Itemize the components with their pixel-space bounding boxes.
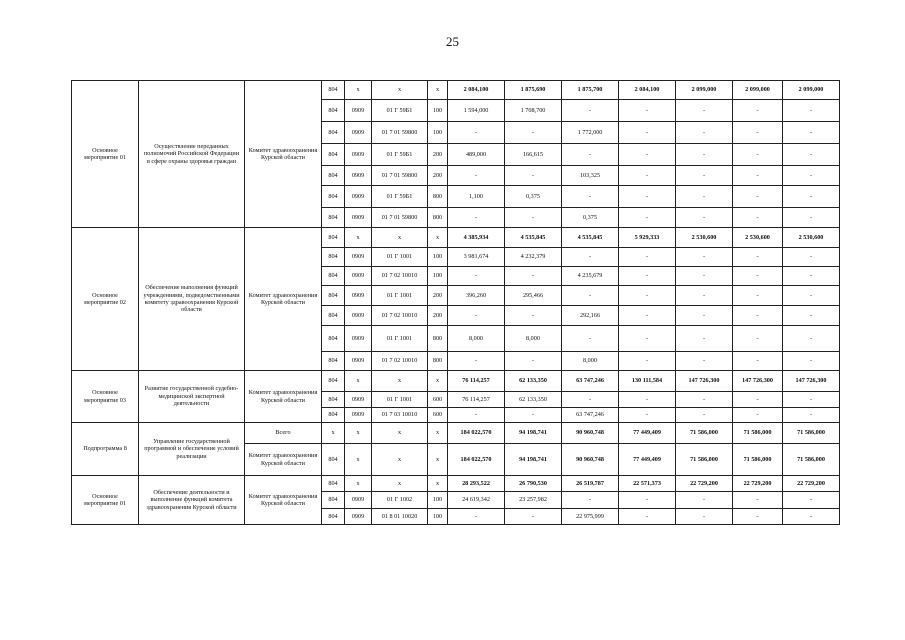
section-code-cell: 0909 bbox=[345, 122, 372, 144]
amount-cell-2: 62 133,350 bbox=[505, 371, 562, 392]
amount-cell-3: 22 975,999 bbox=[562, 509, 619, 525]
target-article-cell: 01 7 03 10010 bbox=[372, 408, 428, 423]
expense-type-cell: 200 bbox=[428, 166, 448, 186]
expense-type-cell: 800 bbox=[428, 208, 448, 228]
amount-cell-4: - bbox=[619, 326, 676, 352]
executor-cell: Комитет здравоохранения Курской области bbox=[245, 371, 322, 423]
section-code-cell: x bbox=[345, 81, 372, 100]
amount-cell-2: 62 133,350 bbox=[505, 392, 562, 408]
target-article-cell: x bbox=[372, 81, 428, 100]
amount-cell-1: 4 385,934 bbox=[448, 228, 505, 248]
amount-cell-1: - bbox=[448, 306, 505, 326]
amount-cell-5: - bbox=[676, 248, 733, 267]
section-code-cell: 0909 bbox=[345, 492, 372, 509]
target-article-cell: x bbox=[372, 371, 428, 392]
amount-cell-5: - bbox=[676, 492, 733, 509]
amount-cell-2: 94 198,741 bbox=[505, 423, 562, 444]
section-description-cell: Развитие государственной судебно-медицинской экспертной деятельности bbox=[139, 371, 245, 423]
amount-cell-7: - bbox=[783, 492, 840, 509]
executor-cell: Комитет здравоохранения Курской области bbox=[245, 81, 322, 228]
section-description-cell: Осуществление переданных полномочий Российской Федерации в сфере охраны здоровья граждан bbox=[139, 81, 245, 228]
amount-cell-6: - bbox=[733, 286, 783, 306]
amount-cell-2: 26 790,530 bbox=[505, 476, 562, 492]
amount-cell-6: 22 729,200 bbox=[733, 476, 783, 492]
target-article-cell: 01 7 02 10010 bbox=[372, 352, 428, 371]
section-code-cell: x bbox=[345, 476, 372, 492]
amount-cell-6: - bbox=[733, 166, 783, 186]
amount-cell-2: - bbox=[505, 408, 562, 423]
target-article-cell: x bbox=[372, 423, 428, 444]
amount-cell-5: 22 729,200 bbox=[676, 476, 733, 492]
amount-cell-7: 71 586,000 bbox=[783, 444, 840, 476]
target-article-cell: x bbox=[372, 228, 428, 248]
amount-cell-2: 295,466 bbox=[505, 286, 562, 306]
table-row bbox=[72, 228, 840, 248]
amount-cell-6: - bbox=[733, 509, 783, 525]
amount-cell-5: - bbox=[676, 144, 733, 166]
target-article-cell: 01 7 01 59800 bbox=[372, 166, 428, 186]
amount-cell-6: - bbox=[733, 100, 783, 122]
grbs-code-cell: 804 bbox=[322, 444, 345, 476]
grbs-code-cell: 804 bbox=[322, 371, 345, 392]
expense-type-cell: 100 bbox=[428, 122, 448, 144]
amount-cell-4: - bbox=[619, 100, 676, 122]
section-code-cell: 0909 bbox=[345, 352, 372, 371]
amount-cell-3: - bbox=[562, 392, 619, 408]
section-code-cell: 0909 bbox=[345, 186, 372, 208]
expense-type-cell: x bbox=[428, 228, 448, 248]
amount-cell-4: 5 929,333 bbox=[619, 228, 676, 248]
amount-cell-4: - bbox=[619, 286, 676, 306]
section-name-cell: Основное мероприятие 01 bbox=[72, 476, 139, 525]
grbs-code-cell: 804 bbox=[322, 306, 345, 326]
section-code-cell: x bbox=[345, 423, 372, 444]
amount-cell-4: - bbox=[619, 186, 676, 208]
amount-cell-7: 2 530,600 bbox=[783, 228, 840, 248]
section-code-cell: 0909 bbox=[345, 509, 372, 525]
amount-cell-4: - bbox=[619, 248, 676, 267]
section-code-cell: 0909 bbox=[345, 408, 372, 423]
section-code-cell: 0909 bbox=[345, 144, 372, 166]
amount-cell-7: - bbox=[783, 392, 840, 408]
section-code-cell: 0909 bbox=[345, 100, 372, 122]
grbs-code-cell: 804 bbox=[322, 392, 345, 408]
amount-cell-3: 4 535,845 bbox=[562, 228, 619, 248]
amount-cell-7: - bbox=[783, 100, 840, 122]
amount-cell-2: - bbox=[505, 122, 562, 144]
amount-cell-7: - bbox=[783, 248, 840, 267]
amount-cell-4: - bbox=[619, 208, 676, 228]
expense-type-cell: 200 bbox=[428, 144, 448, 166]
amount-cell-5: - bbox=[676, 122, 733, 144]
amount-cell-5: - bbox=[676, 100, 733, 122]
amount-cell-5: - bbox=[676, 286, 733, 306]
amount-cell-6: - bbox=[733, 144, 783, 166]
amount-cell-2: - bbox=[505, 352, 562, 371]
target-article-cell: 01 7 02 10010 bbox=[372, 306, 428, 326]
table-body bbox=[72, 81, 840, 525]
amount-cell-5: - bbox=[676, 352, 733, 371]
amount-cell-1: 184 022,570 bbox=[448, 423, 505, 444]
amount-cell-1: - bbox=[448, 352, 505, 371]
amount-cell-3: - bbox=[562, 100, 619, 122]
amount-cell-3: - bbox=[562, 144, 619, 166]
amount-cell-5: - bbox=[676, 392, 733, 408]
grbs-code-cell: 804 bbox=[322, 228, 345, 248]
amount-cell-6: - bbox=[733, 492, 783, 509]
amount-cell-3: 63 747,246 bbox=[562, 408, 619, 423]
amount-cell-3: 292,166 bbox=[562, 306, 619, 326]
amount-cell-7: - bbox=[783, 352, 840, 371]
section-description-cell: Управление государственной программой и обеспечение условий реализации bbox=[139, 423, 245, 476]
amount-cell-1: - bbox=[448, 267, 505, 286]
amount-cell-1: 76 114,257 bbox=[448, 371, 505, 392]
amount-cell-5: - bbox=[676, 166, 733, 186]
amount-cell-4: - bbox=[619, 352, 676, 371]
section-description-cell: Обеспечение выполнения функций учреждениями, подведомственными комитету здравоохранения Курской области bbox=[139, 228, 245, 371]
grbs-code-cell: 804 bbox=[322, 144, 345, 166]
amount-cell-2: 166,615 bbox=[505, 144, 562, 166]
amount-cell-2: 4 535,845 bbox=[505, 228, 562, 248]
page-number: 25 bbox=[446, 34, 459, 49]
amount-cell-6: - bbox=[733, 267, 783, 286]
amount-cell-1: 3 981,674 bbox=[448, 248, 505, 267]
grbs-code-cell: 804 bbox=[322, 408, 345, 423]
section-name-cell: Основное мероприятие 03 bbox=[72, 371, 139, 423]
amount-cell-6: - bbox=[733, 392, 783, 408]
amount-cell-4: - bbox=[619, 306, 676, 326]
amount-cell-5: 71 586,000 bbox=[676, 423, 733, 444]
amount-cell-1: 2 084,100 bbox=[448, 81, 505, 100]
amount-cell-6: 147 726,300 bbox=[733, 371, 783, 392]
amount-cell-5: 2 530,600 bbox=[676, 228, 733, 248]
amount-cell-4: - bbox=[619, 144, 676, 166]
section-name-cell: Подпрограмма 8 bbox=[72, 423, 139, 476]
target-article-cell: 01 Г 1002 bbox=[372, 492, 428, 509]
section-code-cell: 0909 bbox=[345, 248, 372, 267]
amount-cell-1: 489,000 bbox=[448, 144, 505, 166]
grbs-code-cell: 804 bbox=[322, 81, 345, 100]
grbs-code-cell: 804 bbox=[322, 352, 345, 371]
amount-cell-3: - bbox=[562, 326, 619, 352]
amount-cell-7: - bbox=[783, 306, 840, 326]
amount-cell-6: - bbox=[733, 208, 783, 228]
expense-type-cell: x bbox=[428, 81, 448, 100]
amount-cell-4: - bbox=[619, 267, 676, 286]
amount-cell-3: 26 519,787 bbox=[562, 476, 619, 492]
amount-cell-1: - bbox=[448, 166, 505, 186]
amount-cell-6: - bbox=[733, 352, 783, 371]
section-code-cell: 0909 bbox=[345, 306, 372, 326]
grbs-code-cell: 804 bbox=[322, 100, 345, 122]
amount-cell-1: 28 293,522 bbox=[448, 476, 505, 492]
amount-cell-4: - bbox=[619, 166, 676, 186]
amount-cell-6: 71 586,000 bbox=[733, 444, 783, 476]
amount-cell-4: - bbox=[619, 122, 676, 144]
amount-cell-1: - bbox=[448, 122, 505, 144]
amount-cell-6: - bbox=[733, 122, 783, 144]
target-article-cell: x bbox=[372, 476, 428, 492]
amount-cell-5: - bbox=[676, 186, 733, 208]
amount-cell-2: - bbox=[505, 208, 562, 228]
target-article-cell: x bbox=[372, 444, 428, 476]
amount-cell-7: - bbox=[783, 186, 840, 208]
amount-cell-5: 71 586,000 bbox=[676, 444, 733, 476]
amount-cell-3: 1 875,700 bbox=[562, 81, 619, 100]
amount-cell-1: - bbox=[448, 408, 505, 423]
amount-cell-3: 4 235,679 bbox=[562, 267, 619, 286]
amount-cell-7: - bbox=[783, 286, 840, 306]
amount-cell-5: 147 726,300 bbox=[676, 371, 733, 392]
section-code-cell: x bbox=[345, 228, 372, 248]
table-row bbox=[72, 81, 840, 100]
section-code-cell: x bbox=[345, 371, 372, 392]
amount-cell-7: 71 586,000 bbox=[783, 423, 840, 444]
amount-cell-2: 1 875,690 bbox=[505, 81, 562, 100]
amount-cell-3: 103,325 bbox=[562, 166, 619, 186]
amount-cell-5: - bbox=[676, 267, 733, 286]
amount-cell-3: 63 747,246 bbox=[562, 371, 619, 392]
amount-cell-5: - bbox=[676, 306, 733, 326]
expense-type-cell: 800 bbox=[428, 186, 448, 208]
amount-cell-7: 22 729,200 bbox=[783, 476, 840, 492]
amount-cell-4: 22 571,373 bbox=[619, 476, 676, 492]
amount-cell-5: - bbox=[676, 326, 733, 352]
amount-cell-5: - bbox=[676, 509, 733, 525]
amount-cell-1: 8,000 bbox=[448, 326, 505, 352]
target-article-cell: 01 Г 1001 bbox=[372, 248, 428, 267]
target-article-cell: 01 Г 59Б1 bbox=[372, 100, 428, 122]
amount-cell-2: 23 257,982 bbox=[505, 492, 562, 509]
grbs-code-cell: 804 bbox=[322, 476, 345, 492]
amount-cell-4: 130 111,584 bbox=[619, 371, 676, 392]
target-article-cell: 01 Г 1001 bbox=[372, 326, 428, 352]
section-description-cell: Обеспечение деятельности и выполнение функций комитета здравоохранения Курской области bbox=[139, 476, 245, 525]
expense-type-cell: 200 bbox=[428, 286, 448, 306]
amount-cell-3: 90 960,748 bbox=[562, 423, 619, 444]
amount-cell-2: 8,000 bbox=[505, 326, 562, 352]
amount-cell-6: - bbox=[733, 326, 783, 352]
amount-cell-7: - bbox=[783, 509, 840, 525]
amount-cell-7: - bbox=[783, 166, 840, 186]
grbs-code-cell: 804 bbox=[322, 186, 345, 208]
amount-cell-4: - bbox=[619, 392, 676, 408]
grbs-code-cell: x bbox=[322, 423, 345, 444]
grbs-code-cell: 804 bbox=[322, 326, 345, 352]
amount-cell-3: 8,000 bbox=[562, 352, 619, 371]
amount-cell-3: - bbox=[562, 248, 619, 267]
amount-cell-7: - bbox=[783, 267, 840, 286]
amount-cell-7: 2 099,000 bbox=[783, 81, 840, 100]
expense-type-cell: x bbox=[428, 444, 448, 476]
grbs-code-cell: 804 bbox=[322, 122, 345, 144]
executor-cell: Комитет здравоохранения Курской области bbox=[245, 476, 322, 525]
target-article-cell: 01 7 01 59800 bbox=[372, 122, 428, 144]
grbs-code-cell: 804 bbox=[322, 286, 345, 306]
target-article-cell: 01 Г 1001 bbox=[372, 286, 428, 306]
amount-cell-4: 77 449,409 bbox=[619, 423, 676, 444]
table-row bbox=[72, 371, 840, 392]
amount-cell-4: - bbox=[619, 408, 676, 423]
amount-cell-7: - bbox=[783, 122, 840, 144]
amount-cell-6: - bbox=[733, 408, 783, 423]
expense-type-cell: 200 bbox=[428, 306, 448, 326]
section-code-cell: x bbox=[345, 444, 372, 476]
expense-type-cell: x bbox=[428, 423, 448, 444]
expense-type-cell: 600 bbox=[428, 392, 448, 408]
executor-cell: Комитет здравоохранения Курской области bbox=[245, 444, 322, 476]
amount-cell-1: 1,100 bbox=[448, 186, 505, 208]
section-code-cell: 0909 bbox=[345, 286, 372, 306]
grbs-code-cell: 804 bbox=[322, 166, 345, 186]
amount-cell-2: - bbox=[505, 166, 562, 186]
amount-cell-3: - bbox=[562, 492, 619, 509]
amount-cell-7: - bbox=[783, 208, 840, 228]
expense-type-cell: 600 bbox=[428, 408, 448, 423]
amount-cell-1: - bbox=[448, 208, 505, 228]
section-name-cell: Основное мероприятие 01 bbox=[72, 81, 139, 228]
amount-cell-5: 2 099,000 bbox=[676, 81, 733, 100]
amount-cell-6: 2 099,000 bbox=[733, 81, 783, 100]
amount-cell-7: - bbox=[783, 144, 840, 166]
amount-cell-2: 0,375 bbox=[505, 186, 562, 208]
target-article-cell: 01 Г 59Б1 bbox=[372, 144, 428, 166]
expense-type-cell: 800 bbox=[428, 352, 448, 371]
grbs-code-cell: 804 bbox=[322, 509, 345, 525]
grbs-code-cell: 804 bbox=[322, 267, 345, 286]
executor-cell: Всего bbox=[245, 423, 322, 444]
expense-type-cell: 100 bbox=[428, 100, 448, 122]
section-code-cell: 0909 bbox=[345, 267, 372, 286]
amount-cell-5: - bbox=[676, 208, 733, 228]
expense-type-cell: 100 bbox=[428, 267, 448, 286]
amount-cell-2: - bbox=[505, 267, 562, 286]
amount-cell-4: - bbox=[619, 509, 676, 525]
table-row bbox=[72, 476, 840, 492]
amount-cell-1: - bbox=[448, 509, 505, 525]
amount-cell-6: - bbox=[733, 306, 783, 326]
expense-type-cell: 800 bbox=[428, 326, 448, 352]
amount-cell-2: - bbox=[505, 306, 562, 326]
target-article-cell: 01 7 02 10010 bbox=[372, 267, 428, 286]
amount-cell-2: 4 232,379 bbox=[505, 248, 562, 267]
section-code-cell: 0909 bbox=[345, 326, 372, 352]
amount-cell-2: 94 198,741 bbox=[505, 444, 562, 476]
amount-cell-4: - bbox=[619, 492, 676, 509]
amount-cell-6: - bbox=[733, 186, 783, 208]
amount-cell-7: - bbox=[783, 326, 840, 352]
amount-cell-3: 0,375 bbox=[562, 208, 619, 228]
amount-cell-3: - bbox=[562, 286, 619, 306]
section-code-cell: 0909 bbox=[345, 166, 372, 186]
amount-cell-4: 77 449,409 bbox=[619, 444, 676, 476]
amount-cell-4: 2 084,100 bbox=[619, 81, 676, 100]
amount-cell-6: 71 586,000 bbox=[733, 423, 783, 444]
amount-cell-7: - bbox=[783, 408, 840, 423]
amount-cell-3: 1 772,000 bbox=[562, 122, 619, 144]
amount-cell-5: - bbox=[676, 408, 733, 423]
amount-cell-3: - bbox=[562, 186, 619, 208]
grbs-code-cell: 804 bbox=[322, 208, 345, 228]
expense-type-cell: 100 bbox=[428, 248, 448, 267]
amount-cell-1: 396,260 bbox=[448, 286, 505, 306]
target-article-cell: 01 Г 59Б1 bbox=[372, 186, 428, 208]
amount-cell-2: 1 708,700 bbox=[505, 100, 562, 122]
amount-cell-1: 1 594,000 bbox=[448, 100, 505, 122]
amount-cell-1: 76 114,257 bbox=[448, 392, 505, 408]
grbs-code-cell: 804 bbox=[322, 248, 345, 267]
amount-cell-1: 24 619,342 bbox=[448, 492, 505, 509]
expense-type-cell: 100 bbox=[428, 509, 448, 525]
section-name-cell: Основное мероприятие 02 bbox=[72, 228, 139, 371]
expense-type-cell: x bbox=[428, 476, 448, 492]
target-article-cell: 01 7 01 59800 bbox=[372, 208, 428, 228]
amount-cell-2: - bbox=[505, 509, 562, 525]
target-article-cell: 01 8 01 10020 bbox=[372, 509, 428, 525]
amount-cell-3: 90 960,748 bbox=[562, 444, 619, 476]
executor-cell: Комитет здравоохранения Курской области bbox=[245, 228, 322, 371]
section-code-cell: 0909 bbox=[345, 208, 372, 228]
amount-cell-6: - bbox=[733, 248, 783, 267]
amount-cell-6: 2 530,600 bbox=[733, 228, 783, 248]
section-code-cell: 0909 bbox=[345, 392, 372, 408]
table-row bbox=[72, 423, 840, 444]
expense-type-cell: x bbox=[428, 371, 448, 392]
budget-table bbox=[71, 80, 840, 525]
amount-cell-1: 184 022,570 bbox=[448, 444, 505, 476]
grbs-code-cell: 804 bbox=[322, 492, 345, 509]
amount-cell-7: 147 726,300 bbox=[783, 371, 840, 392]
target-article-cell: 01 Г 1001 bbox=[372, 392, 428, 408]
expense-type-cell: 100 bbox=[428, 492, 448, 509]
